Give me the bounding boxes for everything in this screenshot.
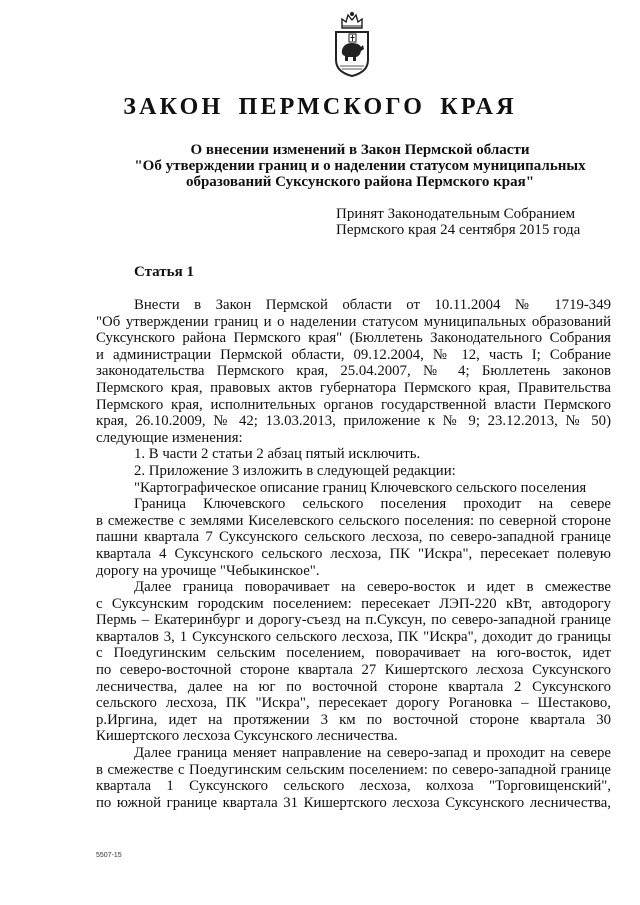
subtitle-line: О внесении изменений в Закон Пермской области: [190, 142, 530, 158]
body-line: пашни квартала 7 Суксунского сельского лесхоза, по северо-западной границе: [96, 529, 611, 546]
adoption-line: Пермского края 24 сентября 2015 года: [336, 221, 581, 238]
body-line: квартала 1 Суксунского сельского лесхоза, колхоза "Торговищенский",: [96, 778, 611, 795]
body-line: Далее граница поворачивает на северо-восток и идет в смежестве: [134, 579, 611, 596]
body-line: кварталов 3, 1 Суксунского сельского лесхоза, ПК "Искра", доходит до границы: [96, 628, 611, 645]
law-subtitle: [110, 142, 610, 190]
body-line: 1. В части 2 статьи 2 абзац пятый исключить.: [134, 446, 421, 463]
adoption-line: Принят Законодательным Собранием: [336, 206, 576, 222]
body-line: Пермь – Екатеринбург и дорогу-съезд на п.Суксун, по северо-западной границе: [96, 612, 611, 629]
body-line: дорогу на урочище "Чебыкинское".: [96, 562, 320, 579]
document-code: 5507-15: [96, 852, 122, 859]
body-line: Граница Ключевского сельского поселения проходит на севере: [134, 496, 611, 513]
body-line: по северо-восточной стороне квартала 27 Кишертского лесхоза Суксунского: [96, 662, 611, 679]
body-line: с Поедугинским сельским поселением, поворачивает на юго-восток, идет: [96, 645, 611, 662]
body-line: Кишертского лесхоза Суксунского лесничества.: [96, 728, 398, 745]
body-line: 2. Приложение 3 изложить в следующей редакции:: [134, 462, 456, 479]
body-line: квартала 4 Суксунского сельского лесхоза, ПК "Искра", пересекает полевую: [96, 545, 611, 562]
body-line: следующие изменения:: [96, 429, 243, 446]
body-line: Суксунского района Пермского края" (Бюллетень Законодательного Собрания: [96, 330, 611, 347]
article-heading: Статья 1: [134, 264, 194, 280]
subtitle-line: "Об утверждении границ и о наделении статусом муниципальных: [134, 158, 586, 174]
article-body: [96, 297, 611, 811]
body-line: Пермского края, исполнительных органов государственной власти Пермского: [96, 396, 611, 413]
body-line: р.Иргина, идет на протяжении 3 км по восточной стороне квартала 30: [96, 711, 611, 728]
body-line: законодательства Пермского края, 25.04.2007, № 4; Бюллетень законов: [96, 363, 611, 380]
body-line: и администрации Пермской области, 09.12.2004, № 12, часть I; Собрание: [96, 346, 611, 363]
body-line: сельского лесхоза, ПК "Искра", пересекает дорогу Рогановка – Шестаково,: [96, 695, 611, 712]
body-line: "Картографическое описание границ Ключевского сельского поселения: [134, 479, 587, 496]
coat-of-arms-emblem: [332, 10, 372, 78]
body-line: Внести в Закон Пермской области от 10.11.2004 № 1719-349: [134, 297, 611, 313]
adoption-note: [336, 207, 626, 238]
body-line: в смежестве с Поедугинским сельским поселением: по северо-западной границе: [96, 761, 611, 778]
body-line: Пермского края, правовых актов губернатора Пермского края, Правительства: [96, 379, 611, 396]
body-line: по южной границе квартала 31 Кишертского лесхоза Суксунского лесничества,: [96, 794, 611, 811]
body-line: с Суксунским городским поселением: пересекает ЛЭП-220 кВт, автодорогу: [96, 595, 611, 612]
subtitle-line: образований Суксунского района Пермского края": [185, 174, 535, 190]
body-line: в смежестве с землями Киселевского сельского поселения: по северной стороне: [96, 512, 611, 529]
body-line: "Об утверждении границ и о наделении статусом муниципальных образований: [96, 313, 611, 330]
body-line: лесничества, далее на юг по восточной стороне квартала 2 Суксунского: [96, 678, 611, 695]
body-line: Далее граница меняет направление на северо-запад и проходит на севере: [134, 745, 611, 762]
body-line: края, 26.10.2009, № 42; 13.03.2013, приложение к № 9; 23.12.2013, № 50): [96, 413, 611, 430]
law-title: ЗАКОН ПЕРМСКОГО КРАЯ: [123, 94, 517, 120]
